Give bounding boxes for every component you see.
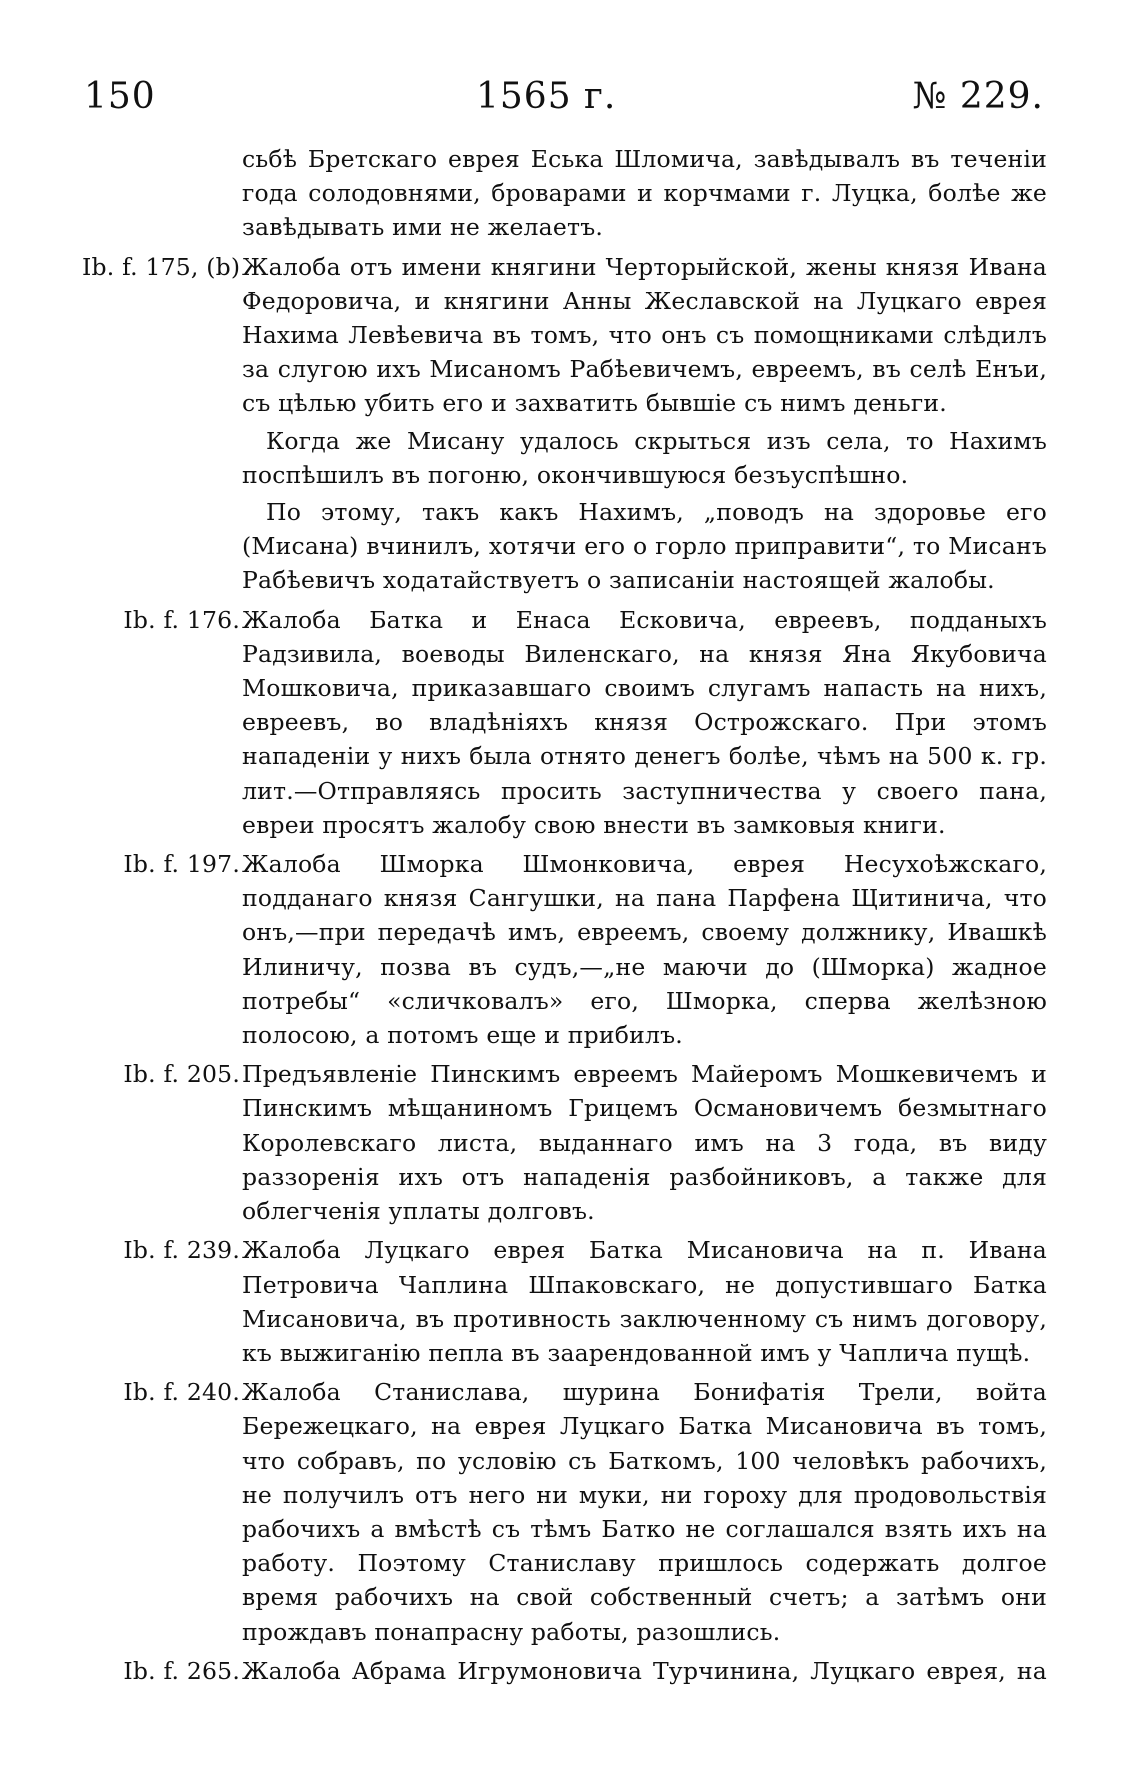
entry-176 — [82, 603, 1047, 842]
entry-reference: Ib. f. 175, (b) — [82, 252, 241, 281]
entry-205 — [82, 1057, 1047, 1228]
entry-reference: Ib. f. 265. — [123, 1656, 240, 1685]
entry-reference: Ib. f. 240. — [123, 1378, 240, 1407]
entry-text: сьбѣ Бретскаго еврея Еська Шломича, завѣдывалъ въ теченіи года солодовнями, броварами и корчмами г. Луцка, болѣе же завѣдывать ими не желаетъ. — [242, 145, 1047, 242]
entry-reference: Ib. f. 197. — [123, 850, 240, 879]
entry-text: Жалоба Абрама Игрумоновича Турчинина, Луцкаго еврея, на — [242, 1656, 1047, 1685]
entry-239 — [82, 1233, 1047, 1370]
entry-text: Жалоба Шморка Шмонковича, еврея Несухоѣжскаго, подданаго князя Сангушки, на пана Парфена Щитинича, что онъ,—при передачѣ имъ, евреемъ, своему должнику, Ивашкѣ Илиничу, позва въ судъ,—„не маючи до (Шморка) жадное потребы“ «сличковалъ» его, Шморка, сперва желѣзною полосою, а потомъ еще и прибилъ. — [242, 850, 1047, 1050]
entry-paragraph: По этому, такъ какъ Нахимъ, „поводъ на здоровье его (Мисана) вчинилъ, хотячи его о горло приправити“, то Мисанъ Рабѣевичъ ходатайствуетъ о записаніи настоящей жалобы. — [242, 498, 1047, 595]
page-header — [84, 76, 1044, 116]
year-heading: 1565 г. — [476, 76, 617, 117]
entry-text: Жалоба Луцкаго еврея Батка Мисановича на п. Ивана Петровича Чаплина Шпаковскаго, не допустившаго Батка Мисановича, въ противность заключенному съ нимъ договору, къ выжиганію пепла въ заарендованной имъ у Чаплича пущѣ. — [242, 1236, 1047, 1367]
entry-175 — [82, 250, 1047, 598]
document-number: № 229. — [912, 76, 1044, 117]
entry-text: Предъявленіе Пинскимъ евреемъ Майеромъ Мошкевичемъ и Пинскимъ мѣщаниномъ Грицемъ Османовичемъ безмытнаго Королевскаго листа, выданнаго имъ на 3 года, въ виду раззоренія ихъ отъ нападенія разбойниковъ, а также для облегченія уплаты долговъ. — [242, 1060, 1047, 1226]
entry-text: Жалоба Станислава, шурина Бонифатія Трели, войта Бережецкаго, на еврея Луцкаго Батка Мисановича въ томъ, что собравъ, по условію съ Баткомъ, 100 человѣкъ рабочихъ, не получилъ отъ него ни муки, ни гороху для продовольствія рабочихъ а вмѣстѣ съ тѣмъ Батко не соглашался взять ихъ на работу. Поэтому Станиславу пришлось содержать долгое время рабочихъ на свой собственный счетъ; а затѣмъ они прождавъ понапрасну работы, разошлись. — [242, 1378, 1047, 1646]
page-body — [82, 142, 1047, 1693]
entry-text: Жалоба отъ имени княгини Черторыйской, жены князя Ивана Федоровича, и княгини Анны Жеславской на Луцкаго еврея Нахима Левѣевича въ томъ, что онъ съ помощниками слѣдилъ за слугою ихъ Мисаномъ Рабѣевичемъ, евреемъ, въ селѣ Енъи, съ цѣлью убить его и захватить бывшіе съ нимъ деньги. — [242, 252, 1047, 418]
entry-197 — [82, 847, 1047, 1052]
entry-paragraph: Когда же Мисану удалось скрыться изъ села, то Нахимъ поспѣшилъ въ погоню, окончившуюся безъуспѣшно. — [242, 426, 1047, 489]
entry-265 — [82, 1654, 1047, 1688]
entry-reference: Ib. f. 239. — [123, 1236, 240, 1265]
entry-240 — [82, 1375, 1047, 1649]
page-number: 150 — [84, 76, 156, 117]
entry-continuation — [82, 142, 1047, 245]
entry-reference: Ib. f. 176. — [123, 605, 240, 634]
entry-text: Жалоба Батка и Енаса Есковича, евреевъ, подданыхъ Радзивила, воеводы Виленскаго, на князя Яна Якубовича Мошковича, приказавшаго своимъ слугамъ напасть на нихъ, евреевъ, во владѣніяхъ князя Острожскаго. При этомъ нападеніи у нихъ была отнято денегъ болѣе, чѣмъ на 500 к. гр. лит.—Отправляясь просить заступничества у своего пана, евреи просятъ жалобу свою внести въ замковыя книги. — [242, 605, 1047, 839]
entry-reference: Ib. f. 205. — [123, 1060, 240, 1089]
